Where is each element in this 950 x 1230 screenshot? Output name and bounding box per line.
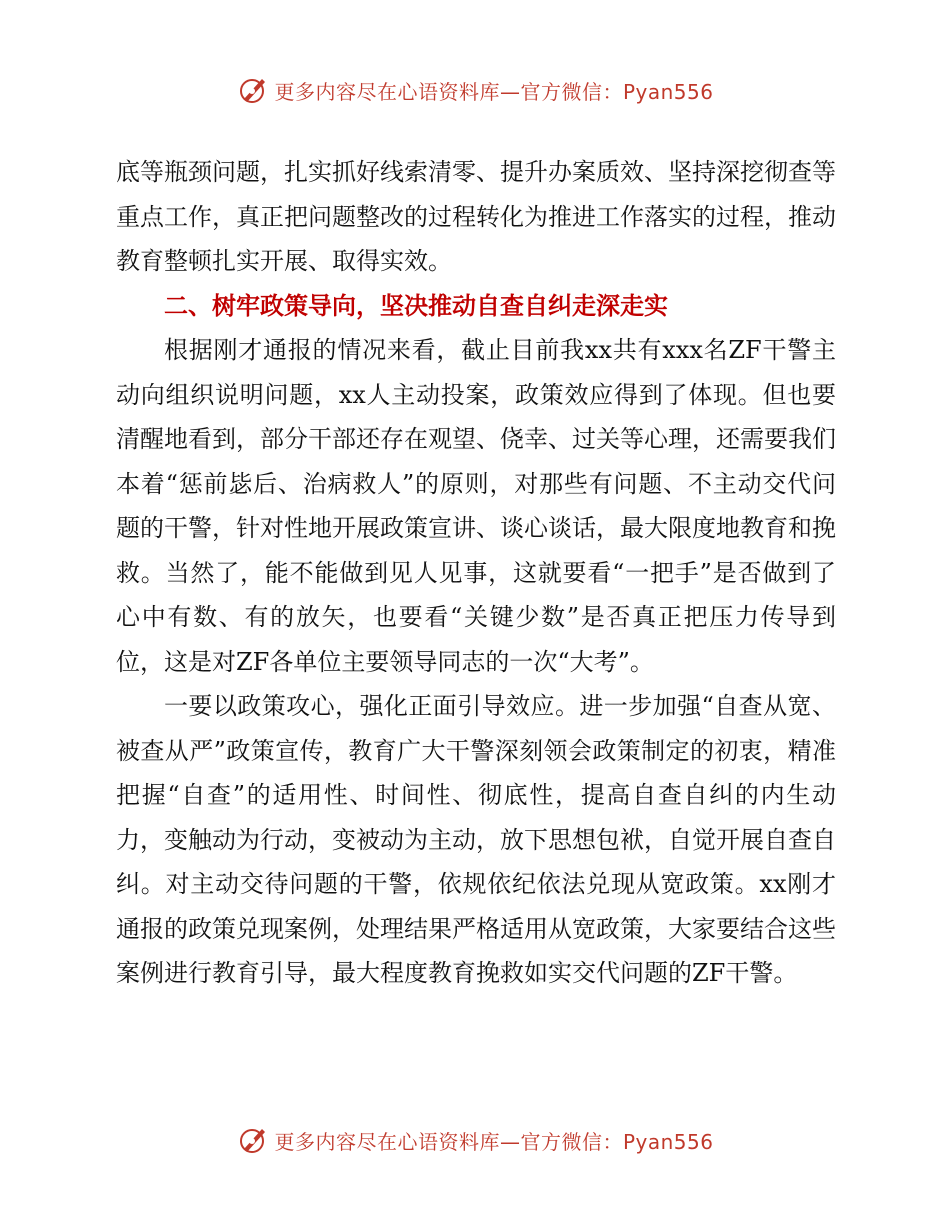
- paragraph-continuation: 底等瓶颈问题，扎实抓好线索清零、提升办案质效、坚持深挖彻查等重点工作，真正把问题整改的过程转化为推进工作落实的过程，推动教育整顿扎实开展、取得实效。: [116, 158, 836, 275]
- banner-text: 更多内容尽在心语资料库—官方微信：Pyan556: [274, 1129, 714, 1154]
- section-heading: 二、树牢政策导向，坚决推动自查自纠走深走实: [164, 290, 668, 320]
- pen-logo-icon: [236, 1123, 270, 1157]
- paragraph: 一要以政策攻心，强化正面引导效应。进一步加强“自查从宽、被查从严”政策宣传，教育广大干警深刻领会政策制定的初衷，精准把握“自查”的适用性、时间性、彻底性，提高自查自纠的内生动力，变触动为行动，变被动为主动，放下思想包袱，自觉开展自查自纠。对主动交待问题的干警，依规依纪依法兑现从宽政策。xx刚才通报的政策兑现案例，处理结果严格适用从宽政策，大家要结合这些案例进行教育引导，最大程度教育挽救如实交代问题的ZF干警。: [116, 692, 836, 987]
- header-watermark-banner: [0, 70, 950, 110]
- banner-text: 更多内容尽在心语资料库—官方微信：Pyan556: [274, 79, 714, 104]
- footer-watermark-banner: [0, 1120, 950, 1160]
- paragraph: 根据刚才通报的情况来看，截止目前我xx共有xxx名ZF干警主动向组织说明问题，xx人主动投案，政策效应得到了体现。但也要清醒地看到，部分干部还存在观望、侥幸、过关等心理，还需要我们本着“惩前毖后、治病救人”的原则，对那些有问题、不主动交代问题的干警，针对性地开展政策宣讲、谈心谈话，最大限度地教育和挽救。当然了，能不能做到见人见事，这就要看“一把手”是否做到了心中有数、有的放矢，也要看“关键少数”是否真正把压力传导到位，这是对ZF各单位主要领导同志的一次“大考”。: [116, 336, 836, 676]
- pen-logo-icon: [236, 73, 270, 107]
- document-body: [116, 150, 836, 996]
